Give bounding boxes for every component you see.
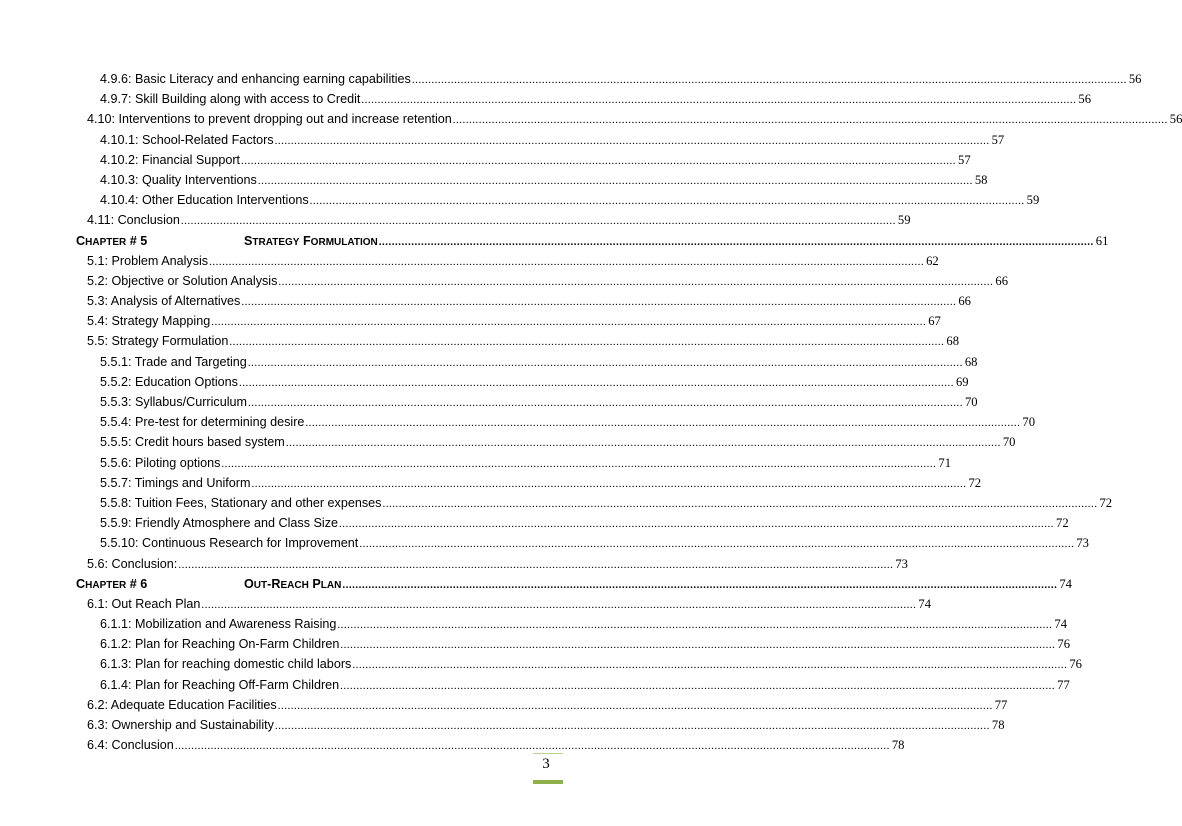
toc-page-number: 56 [1078, 92, 1091, 107]
dot-leader: ............................................................................................................................................................................................................................ [274, 720, 990, 732]
toc-page-number: 71 [938, 455, 952, 470]
toc-entry-title: 5.5.9: Friendly Atmosphere and Class Size [100, 516, 339, 531]
dot-leader: ............................................................................................................................................................................................................................ [238, 376, 954, 389]
footer-top-rule [533, 753, 563, 754]
toc-entry-title: 5.4: Strategy Mapping [87, 314, 211, 329]
toc-entry[interactable] [76, 556, 908, 577]
toc-entry[interactable] [76, 354, 978, 375]
toc-entry[interactable] [76, 132, 1005, 153]
toc-entry[interactable] [76, 677, 1070, 698]
toc-entry-title: 5.5.3: Syllabus/Curriculum [100, 395, 247, 409]
dot-leader: ............................................................................................................................................................................................................................ [411, 74, 1127, 86]
dot-leader: ............................................................................................................................................................................................................................ [359, 538, 1075, 551]
dot-leader: ............................................................................................................................................................................................................................ [340, 639, 1056, 652]
toc-page-number: 72 [1099, 495, 1113, 510]
toc-chapter-entry[interactable] [76, 576, 1072, 597]
dot-leader: ............................................................................................................................................................................................................................ [178, 558, 894, 571]
dot-leader: ............................................................................................................................................................................................................................ [180, 215, 896, 228]
page-number: 3 [542, 756, 550, 772]
toc-page-number: 58 [974, 172, 988, 187]
toc-entry[interactable] [76, 72, 1142, 92]
toc-page-number: 74 [1054, 617, 1067, 632]
toc-entry[interactable] [76, 395, 978, 415]
toc-page-number: 76 [1069, 657, 1082, 672]
toc-page-number: 56 [1169, 112, 1182, 127]
toc-entry[interactable] [76, 172, 988, 193]
chapter-label: CHAPTER # 6 [76, 576, 148, 591]
toc-page-number: 66 [995, 273, 1009, 288]
toc-entry-title: 4.10: Interventions to prevent dropping out and increase retention [87, 112, 452, 127]
toc-entry[interactable] [76, 657, 1082, 677]
dot-leader: ............................................................................................................................................................................................................................ [209, 255, 925, 268]
dot-leader: ............................................................................................................................................................................................................................ [257, 174, 973, 187]
dot-leader: ............................................................................................................................................................................................................................ [340, 679, 1056, 692]
toc-entry-title: 6.1: Out Reach Plan [87, 596, 201, 611]
toc-entry[interactable] [76, 415, 1035, 435]
toc-entry-title: 5.5.1: Trade and Targeting [100, 354, 247, 369]
dot-leader: ............................................................................................................................................................................................................................ [452, 114, 1168, 127]
toc-entry[interactable] [76, 536, 1089, 556]
toc-entry-title: 5.5.8: Tuition Fees, Stationary and other expenses [100, 495, 382, 510]
toc-entry[interactable] [76, 253, 939, 274]
toc-entry-title: 5.5.2: Education Options [100, 374, 238, 389]
toc-entry[interactable] [76, 334, 959, 354]
toc-entry[interactable] [76, 475, 982, 496]
dot-leader: ............................................................................................................................................................................................................................ [251, 477, 967, 490]
toc-page-number: 70 [1022, 415, 1035, 430]
toc-entry[interactable] [76, 112, 1182, 132]
dot-leader: ............................................................................................................................................................................................................................ [285, 437, 1001, 450]
chapter-title: OUT-REACH PLAN [244, 576, 342, 591]
toc-entry[interactable] [76, 152, 971, 173]
dot-leader: ............................................................................................................................................................................................................................ [309, 195, 1025, 208]
chapter-title: STRATEGY FORMULATION [244, 233, 378, 248]
toc-entry-title: 5.5.5: Credit hours based system [100, 435, 285, 450]
toc-entry-title: 5.1: Problem Analysis [87, 253, 209, 268]
dot-leader: ............................................................................................................................................................................................................................ [278, 275, 994, 288]
toc-page-number: 70 [965, 395, 978, 409]
dot-leader: ............................................................................................................................................................................................................................ [378, 235, 1094, 248]
toc-page-number: 61 [1095, 233, 1109, 248]
toc-page-number: 78 [891, 738, 905, 753]
table-of-contents [76, 72, 1182, 758]
toc-page-number: 78 [991, 718, 1005, 732]
toc-entry-title: 4.9.7: Skill Building along with access to Credit [100, 92, 361, 107]
toc-page-number: 57 [958, 152, 971, 167]
toc-entry-title: 6.1.3: Plan for reaching domestic child labors [100, 657, 352, 672]
toc-entry[interactable] [76, 92, 1091, 112]
toc-entry-title: 5.5: Strategy Formulation [87, 334, 229, 349]
dot-leader: ............................................................................................................................................................................................................................ [211, 316, 927, 329]
dot-leader: ............................................................................................................................................................................................................................ [229, 336, 945, 349]
chapter-label: CHAPTER # 5 [76, 233, 148, 248]
toc-entry[interactable] [76, 718, 1005, 738]
toc-entry-title: 4.10.1: School-Related Factors [100, 132, 274, 147]
dot-leader: ............................................................................................................................................................................................................................ [361, 94, 1077, 107]
toc-entry-title: 4.10.3: Quality Interventions [100, 172, 257, 187]
toc-entry-title: 4.10.2: Financial Support [100, 152, 241, 167]
toc-entry[interactable] [76, 455, 952, 476]
toc-page-number: 74 [918, 596, 932, 611]
toc-entry-title [76, 577, 341, 591]
toc-entry-title: 6.2: Adequate Education Facilities [87, 697, 277, 712]
dot-leader: ............................................................................................................................................................................................................................ [339, 518, 1055, 531]
toc-entry-title: 4.11: Conclusion [87, 213, 180, 228]
dot-leader: ............................................................................................................................................................................................................................ [241, 154, 957, 167]
dot-leader: ............................................................................................................................................................................................................................ [201, 598, 917, 611]
toc-page-number: 68 [964, 354, 978, 369]
toc-entry[interactable] [76, 294, 971, 314]
toc-page-number: 68 [946, 334, 959, 349]
toc-entry[interactable] [76, 435, 1016, 455]
dot-leader: ............................................................................................................................................................................................................................ [352, 659, 1068, 672]
toc-entry[interactable] [76, 193, 1040, 213]
toc-entry-title: 5.2: Objective or Solution Analysis [87, 273, 278, 288]
toc-page-number: 56 [1128, 72, 1142, 86]
dot-leader: ............................................................................................................................................................................................................................ [221, 457, 937, 470]
toc-page-number: 59 [1026, 193, 1040, 208]
toc-entry[interactable] [76, 617, 1067, 637]
dot-leader: ............................................................................................................................................................................................................................ [247, 356, 963, 369]
dot-leader: ............................................................................................................................................................................................................................ [305, 417, 1021, 430]
toc-entry-title: 5.5.10: Continuous Research for Improvement [100, 536, 359, 551]
toc-page-number: 72 [1056, 516, 1069, 531]
toc-page-number: 72 [968, 475, 982, 490]
toc-entry-title: 4.9.6: Basic Literacy and enhancing earning capabilities [100, 72, 411, 86]
dot-leader: ............................................................................................................................................................................................................................ [241, 296, 957, 309]
toc-entry-title: 6.1.2: Plan for Reaching On-Farm Children [100, 637, 340, 652]
toc-page-number: 57 [991, 132, 1005, 147]
toc-entry-title: 4.10.4: Other Education Interventions [100, 193, 309, 208]
toc-entry[interactable] [76, 314, 941, 334]
toc-page-number: 77 [1057, 677, 1070, 692]
toc-page-number: 66 [958, 294, 971, 309]
toc-entry[interactable] [76, 495, 1113, 516]
toc-page-number: 69 [955, 374, 969, 389]
toc-entry[interactable] [76, 738, 905, 758]
dot-leader: ............................................................................................................................................................................................................................ [337, 619, 1053, 632]
toc-entry-title: 5.5.4: Pre-test for determining desire [100, 415, 305, 430]
toc-page-number: 70 [1002, 435, 1016, 450]
toc-entry-title: 5.6: Conclusion: [87, 556, 178, 571]
toc-entry[interactable] [76, 374, 969, 395]
toc-entry-title [76, 234, 378, 248]
dot-leader: ............................................................................................................................................................................................................................ [174, 740, 890, 753]
dot-leader: ............................................................................................................................................................................................................................ [277, 699, 993, 712]
toc-page-number: 73 [895, 556, 908, 571]
dot-leader: ............................................................................................................................................................................................................................ [342, 578, 1058, 591]
toc-entry-title: 5.5.7: Timings and Uniform [100, 475, 251, 490]
toc-entry[interactable] [76, 697, 1008, 718]
toc-entry-title: 6.1.1: Mobilization and Awareness Raising [100, 617, 337, 632]
toc-entry-title: 6.3: Ownership and Sustainability [87, 718, 274, 732]
dot-leader: ............................................................................................................................................................................................................................ [382, 497, 1098, 510]
toc-entry[interactable] [76, 213, 911, 233]
footer-accent-bar [533, 780, 563, 784]
toc-page-number: 76 [1057, 637, 1070, 652]
toc-entry-title: 5.3: Analysis of Alternatives [87, 294, 241, 309]
toc-entry-title: 5.5.6: Piloting options [100, 455, 221, 470]
toc-entry[interactable] [76, 516, 1069, 536]
toc-page-number: 62 [926, 253, 939, 268]
toc-entry[interactable] [76, 637, 1070, 657]
dot-leader: ............................................................................................................................................................................................................................ [248, 397, 963, 409]
toc-page-number: 74 [1059, 576, 1072, 591]
toc-page-number: 77 [994, 697, 1008, 712]
toc-entry[interactable] [76, 596, 932, 617]
toc-page-number: 67 [928, 314, 941, 329]
dot-leader: ............................................................................................................................................................................................................................ [274, 134, 990, 147]
toc-page-number: 73 [1076, 536, 1089, 551]
toc-entry-title: 6.4: Conclusion [87, 738, 174, 753]
toc-entry[interactable] [76, 273, 1009, 294]
toc-chapter-entry[interactable] [76, 233, 1109, 254]
toc-page-number: 59 [897, 213, 911, 228]
toc-entry-title: 6.1.4: Plan for Reaching Off-Farm Children [100, 677, 340, 692]
